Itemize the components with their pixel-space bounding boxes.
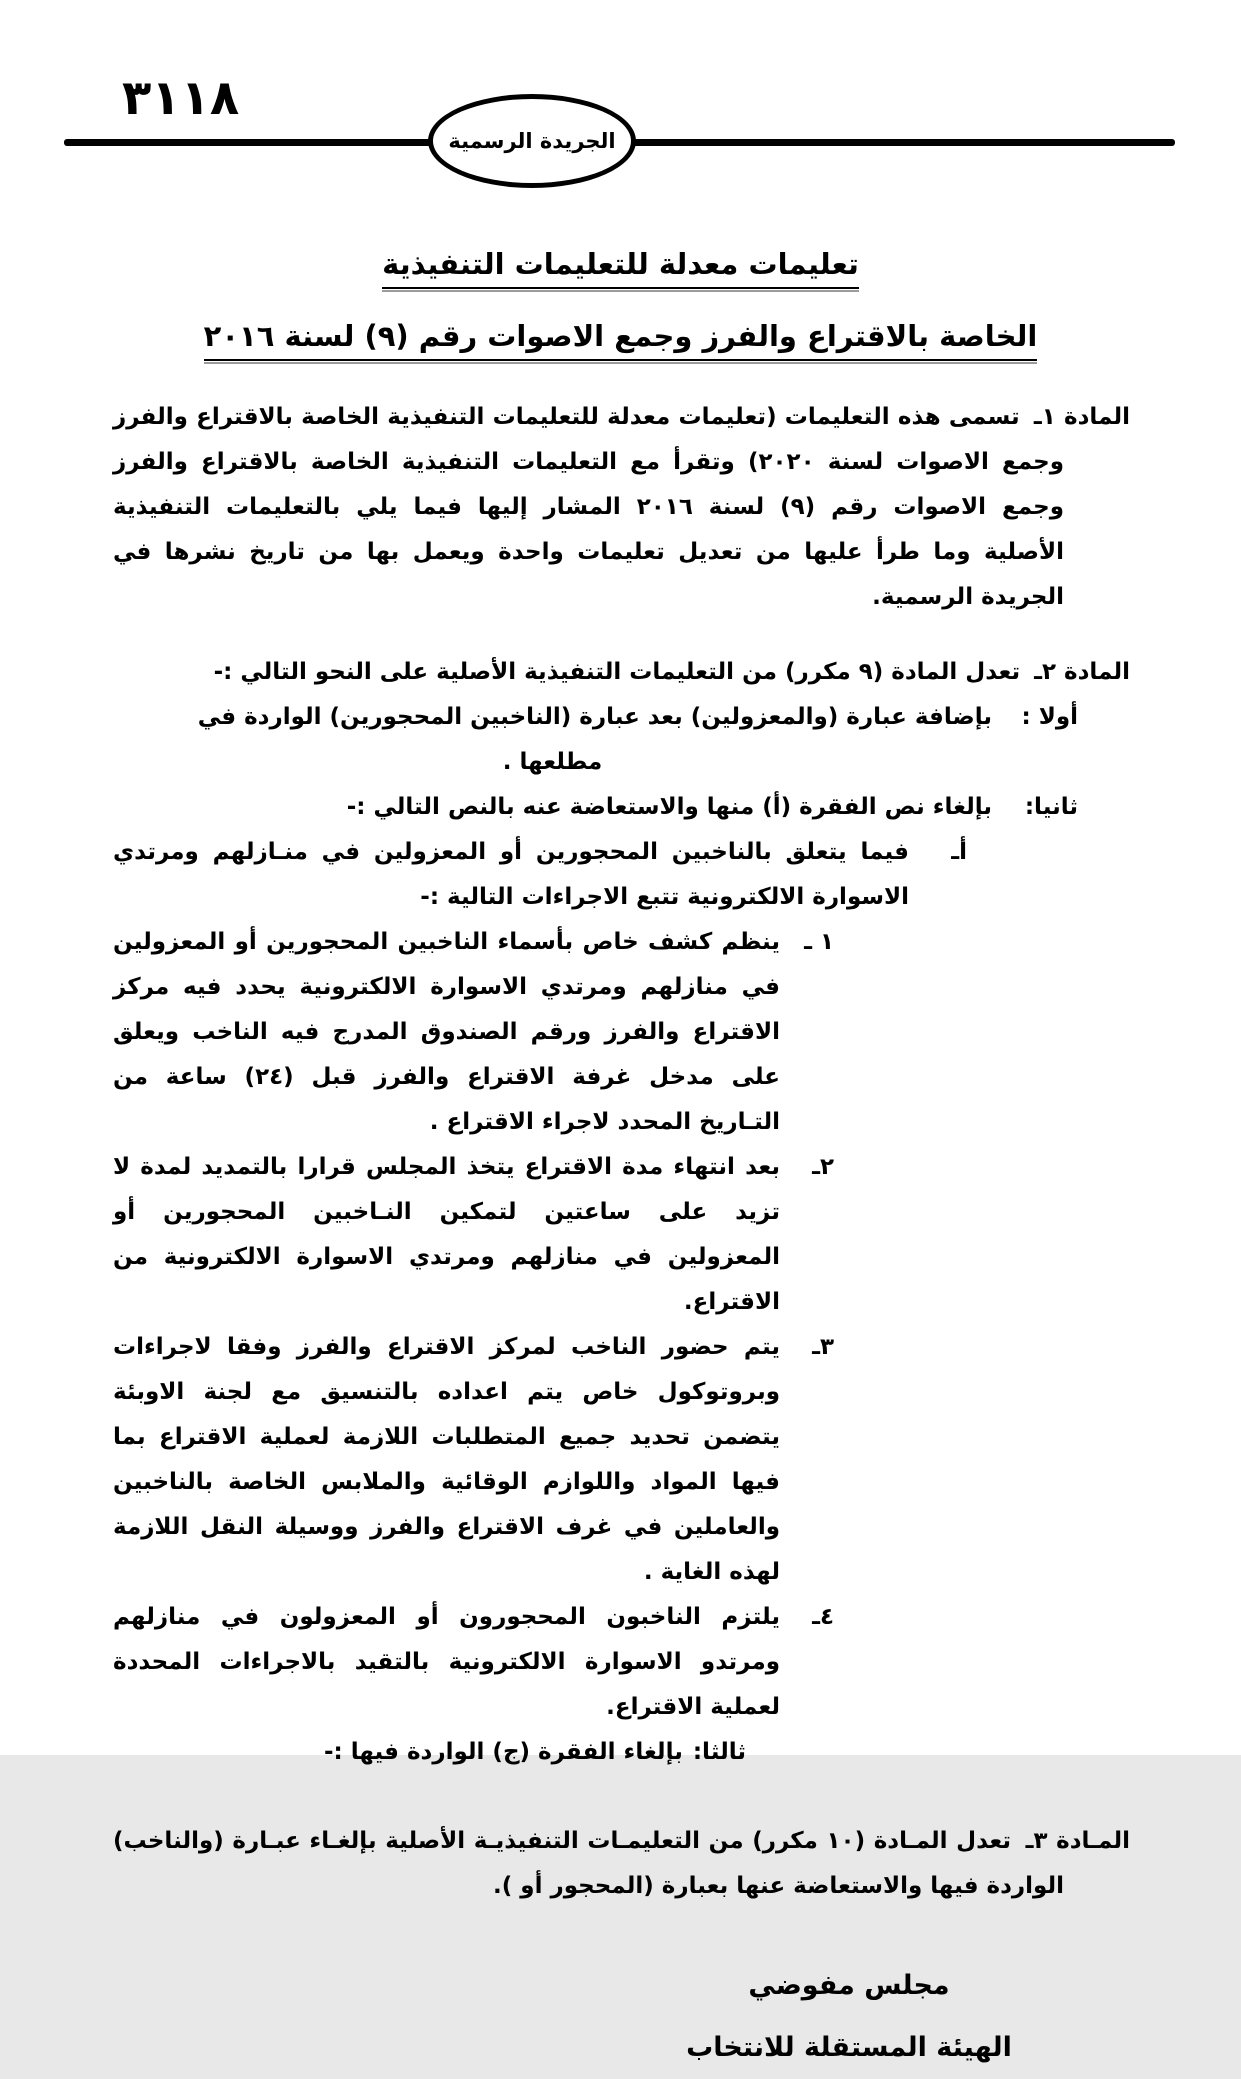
article-1-text: تسمى هذه التعليمات (تعليمات معدلة للتعليمات التنفيذية الخاصة بالاقتراع والفرز وجمع الاصوات لسنة ٢٠٢٠) وتقرأ مع التعليمات التنفيذية الخاصة بالاقتراع والفرز وجمع الاصوات رقم (٩) لسنة ٢٠١٦ المشار إليها فيما يلي بالتعليمات التنفيذية الأصلية وما طرأ عليها من تعديل تعليمات واحدة ويعمل بها من تاريخ نشرها في الجريدة الرسمية. [113,404,1064,610]
list-item-4 [113,1595,834,1730]
signature-block [664,1955,1034,2079]
clause-third-text: بإلغاء الفقرة (ج) الواردة فيها :- [323,1739,683,1765]
sub-clause-a-text: فيما يتعلق بالناخبين المحجورين أو المعزولين في منـازلهم ومرتدي الاسوارة الالكترونية تتبع الاجراءات التالية :- [113,839,909,910]
clause-first-text-continuation: مطلعها . [502,749,603,775]
list-item-3-number: ٣ـ [812,1334,834,1360]
signature-line2: الهيئة المستقلة للانتخاب [686,2032,1012,2063]
article-3-text: تعدل المـادة (١٠ مكرر) من التعليمـات التنفيذيـة الأصلية بإلغـاء عبـارة (والناخب) الواردة فيها والاستعاضة عنها بعبارة (المحجور أو ). [113,1828,1064,1899]
document-body [113,395,1130,2079]
list-item-2 [113,1145,834,1325]
sub-clause-a-label: أـ [951,839,967,865]
gazette-oval-badge [428,94,636,188]
clause-third [113,1730,746,1775]
clause-second [113,785,1078,830]
clause-third-label: ثالثا: [692,1739,746,1765]
article-2-label: المادة ٢ـ [1034,659,1130,685]
clause-second-text: بإلغاء نص الفقرة (أ) منها والاستعاضة عنه بالنص التالي :- [346,794,992,820]
list-item-3-text: يتم حضور الناخب لمركز الاقتراع والفرز وفقا لاجراءات وبروتوكول خاص يتم اعداده بالتنسيق مع لجنة الاوبئة يتضمن تحديد جميع المتطلبات اللازمة لعملية الاقتراع بما فيها المواد واللوازم الوقائية والملابس الخاصة بالناخبين والعاملين في غرف الاقتراع والفرز ووسيلة النقل اللازمة لهذه الغاية . [113,1334,780,1585]
list-item-1-number: ١ ـ [804,929,834,955]
document-title-line2: الخاصة بالاقتراع والفرز وجمع الاصوات رقم (٩) لسنة ٢٠١٦ [0,319,1241,361]
article-2-text: تعدل المادة (٩ مكرر) من التعليمات التنفيذية الأصلية على النحو التالي :- [213,659,1021,685]
clause-first-label: أولا : [1021,704,1078,730]
document-title-block [0,247,1241,361]
page-number: ٣١١٨ [122,70,240,126]
clause-second-label: ثانيا: [1024,794,1078,820]
signature-line1: مجلس مفوضي [748,1970,950,2001]
ordered-list [113,920,1130,1730]
article-3-label: المـادة ٣ـ [1025,1828,1130,1854]
gazette-badge-label: الجريدة الرسمية [448,129,616,153]
article-2 [113,650,1130,695]
list-item-2-number: ٢ـ [812,1154,834,1180]
article-1-label: المادة ١ـ [1033,404,1130,430]
list-item-4-text: يلتزم الناخبون المحجورون أو المعزولون في منازلهم ومرتدو الاسوارة الالكترونية بالتقيد بالاجراءات المحددة لعملية الاقتراع. [113,1604,780,1720]
page-header [0,0,1241,195]
list-item-4-number: ٤ـ [812,1604,834,1630]
list-item-3 [113,1325,834,1595]
document-title-line1: تعليمات معدلة للتعليمات التنفيذية [0,247,1241,289]
clause-first [113,695,1078,785]
list-item-1-text: ينظم كشف خاص بأسماء الناخبين المحجورين أو المعزولين في منازلهم ومرتدي الاسوارة الالكترونية يحدد فيه مركز الاقتراع والفرز ورقم الصندوق المدرج فيه الناخب ويعلق على مدخل غرفة الاقتراع والفرز قبل (٢٤) ساعة من التـاريخ المحدد لاجراء الاقتراع . [113,929,780,1135]
list-item-1 [113,920,834,1145]
sub-clause-a [113,830,967,920]
clause-first-text: بإضافة عبارة (والمعزولين) بعد عبارة (الناخبين المحجورين) الواردة في مطلعها . [113,695,992,785]
list-item-2-text: بعد انتهاء مدة الاقتراع يتخذ المجلس قرارا بالتمديد لمدة لا تزيد على ساعتين لتمكين النـاخبين المحجورين أو المعزولين في منازلهم ومرتدي الاسوارة الالكترونية من الاقتراع. [113,1154,780,1315]
article-3 [113,1819,1130,1909]
article-1 [113,395,1130,620]
